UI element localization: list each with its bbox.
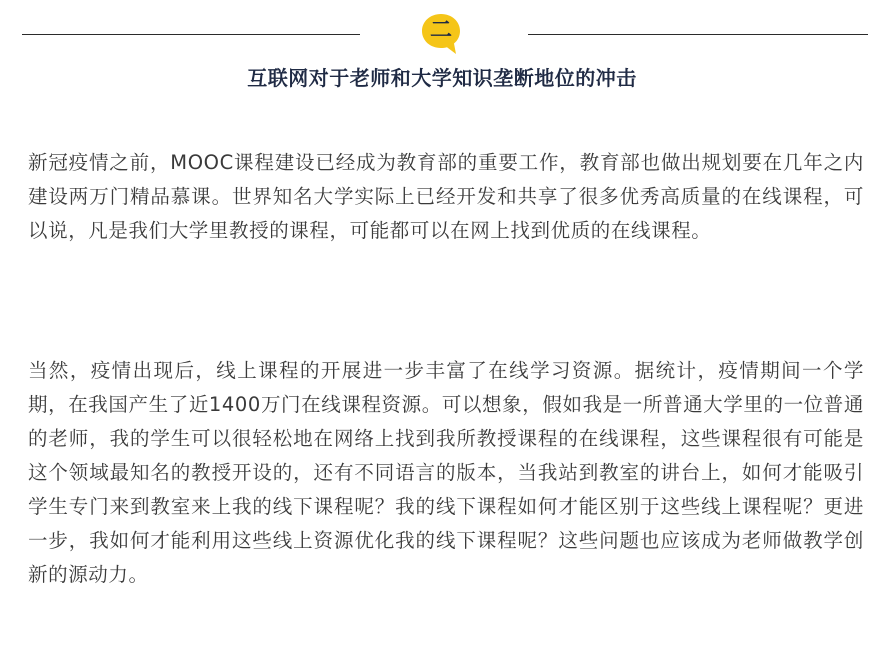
- section-title: 互联网对于老师和大学知识垄断地位的冲击: [247, 66, 637, 90]
- section-number-badge: [421, 12, 467, 58]
- section-number: 二: [429, 18, 452, 43]
- paragraph-2: 当然，疫情出现后，线上课程的开展进一步丰富了在线学习资源。据统计，疫情期间一个学期，在我国产生了近1400万门在线课程资源。可以想象，假如我是一所普通大学里的一位普通的老师，我的学生可以很轻松地在网络上找到我所教授课程的在线课程，这些课程很有可能是这个领域最知名的教授开设的，还有不同语言的版本，当我站到教室的讲台上，如何才能吸引学生专门来到教室来上我的线下课程呢？我的线下课程如何才能区别于这些线上课程呢？更进一步，我如何才能利用这些线上资源优化我的线下课程呢？这些问题也应该成为老师做教学创新的源动力。: [28, 359, 864, 586]
- section-header: [0, 8, 884, 60]
- divider-left: [22, 34, 360, 35]
- divider-right: [528, 34, 868, 35]
- paragraph-1: 新冠疫情之前，MOOC课程建设已经成为教育部的重要工作，教育部也做出规划要在几年之内建设两万门精品慕课。世界知名大学实际上已经开发和共享了很多优秀高质量的在线课程，可以说，凡是我们大学里教授的课程，可能都可以在网上找到优质的在线课程。: [28, 151, 864, 242]
